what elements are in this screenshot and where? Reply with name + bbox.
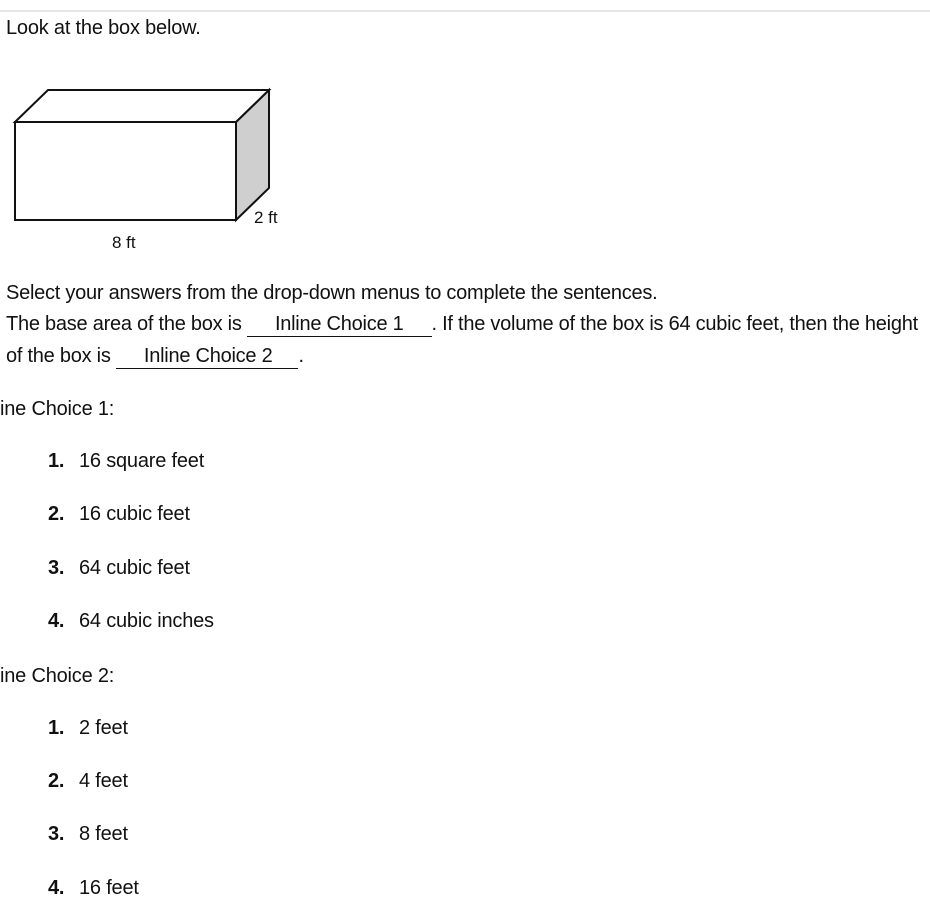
- box-diagram: [0, 80, 300, 260]
- option-number: 2.: [48, 770, 65, 792]
- option-number: 4.: [48, 610, 65, 632]
- choice-1-option-3: [48, 556, 190, 580]
- question-sentence: [6, 308, 926, 372]
- sentence-part-1: The base area of the box is: [6, 313, 242, 335]
- box-top-face: [15, 90, 269, 122]
- option-text: 16 cubic feet: [79, 503, 190, 525]
- depth-label: 2 ft: [254, 208, 278, 227]
- choice-2-option-2: [48, 769, 128, 793]
- box-front-face: [15, 122, 236, 220]
- choice-group-1-heading: ine Choice 1:: [0, 398, 115, 420]
- option-text: 4 feet: [79, 770, 128, 792]
- box-figure: [0, 80, 300, 260]
- choice-group-2-heading: ine Choice 2:: [0, 665, 115, 687]
- option-number: 3.: [48, 823, 65, 845]
- option-number: 3.: [48, 557, 65, 579]
- top-divider: [0, 0, 930, 12]
- choice-1-option-2: [48, 502, 190, 526]
- option-text: 16 square feet: [79, 450, 205, 472]
- intro-text: Look at the box below.: [6, 17, 201, 39]
- option-number: 1.: [48, 717, 65, 739]
- sentence-part-3: .: [298, 345, 304, 367]
- option-number: 4.: [48, 877, 65, 899]
- option-number: 2.: [48, 503, 65, 525]
- choice-1-option-4: [48, 609, 214, 633]
- option-text: 64 cubic feet: [79, 557, 190, 579]
- option-text: 2 feet: [79, 717, 128, 739]
- option-text: 8 feet: [79, 823, 128, 845]
- inline-choice-1-dropdown[interactable]: Inline Choice 1: [247, 312, 432, 337]
- choice-1-option-1: [48, 449, 204, 473]
- option-text: 64 cubic inches: [79, 610, 214, 632]
- choice-2-option-1: [48, 716, 128, 740]
- option-text: 16 feet: [79, 877, 139, 899]
- length-label: 8 ft: [112, 233, 136, 252]
- inline-choice-2-dropdown[interactable]: Inline Choice 2: [116, 344, 299, 369]
- instructions-text: Select your answers from the drop-down menus to complete the sentences.: [6, 282, 658, 304]
- choice-2-option-4: [48, 876, 139, 900]
- sentence-part-2: . If the volume of the box is 64 cubic feet, then the height of the box is: [6, 313, 918, 367]
- choice-2-option-3: [48, 822, 128, 846]
- option-number: 1.: [48, 450, 65, 472]
